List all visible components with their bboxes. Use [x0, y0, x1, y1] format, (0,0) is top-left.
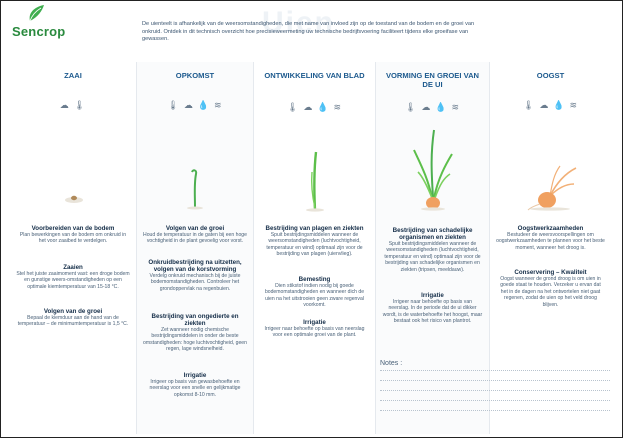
- section: [382, 292, 483, 325]
- rain-icon: ☁: [303, 102, 314, 112]
- thermometer-icon: 🌡: [522, 100, 536, 110]
- wind-icon: ≋: [333, 102, 343, 112]
- thermometer-icon: 🌡: [73, 100, 87, 110]
- section-heading: Voorbereiden van de bodem: [31, 225, 115, 232]
- weather-icons: [376, 102, 489, 113]
- section-heading: Bemesting: [298, 276, 331, 283]
- phase-title: VORMING EN GROEI VAN DE UI: [385, 71, 480, 89]
- rain-icon: ☁: [183, 100, 194, 110]
- section-text: Zet wanneer nodig chemische bestrijdingsmiddelen in onder de beste omstandigheden: hoge luchtvochtigheid, geen regen, lage windsnelheid.: [143, 327, 247, 353]
- rain-icon: ☁: [539, 100, 550, 110]
- section: [496, 225, 605, 251]
- phase-title: OPKOMST: [175, 71, 215, 80]
- thermometer-icon: 🌡: [404, 102, 418, 112]
- section-text: Houd de temperatuur in de gaten bij een hoge vochtigheid in de plant gevoelig voor vorst.: [143, 232, 247, 245]
- intro-text: De uienteelt is afhankelijk van de weersomstandigheden, die met name van invloed zijn op de toestand van de bodem en de groei van onkruid. Ontdek in dit technisch overzicht hoe precisieweermeting uw technische bedrijfsvoering faciliteert tijdens elke groeifase van gewassen.: [142, 21, 475, 43]
- rain-icon: ☁: [59, 100, 70, 110]
- notes-line[interactable]: [380, 410, 610, 411]
- section-text: Dien stikstof indien nodig bij goede bodemomstandigheden en wanneer dich de uien na het uitstrooien geen zware regenval voorkomt.: [264, 283, 365, 309]
- section-text: Verdelg onkruid mechanisch bij de juiste bodemomstandigheden. Controleer het grondoppervlak na regenbuien.: [149, 273, 241, 292]
- notes-line[interactable]: [380, 390, 610, 391]
- phase-ontwikkeling: [254, 62, 375, 434]
- section-heading: Volgen van de groei: [43, 308, 103, 315]
- watermark-title: Uien: [262, 6, 336, 39]
- section: [260, 276, 369, 309]
- section-heading: Bestrijding van plagen en ziekten: [265, 225, 364, 232]
- section: [143, 372, 247, 398]
- seed-icon: [60, 190, 88, 206]
- phase-title: ONTWIKKELING VAN BLAD: [264, 71, 365, 80]
- section-text: Spuit bestrijdingsmiddelen wanneer de weersomstandigheden (luchtvochtigheid, temperatuur en wind) optimaal zijn voor de bestrijding van schadelijke organismen en ziekten (tripsen, meeldauw).: [384, 241, 481, 273]
- section: [496, 269, 605, 308]
- section-text: Bepaal de kiemduur aan de hand van de temperatuur – de minimumtemperatuur is 1,5 °C.: [17, 315, 129, 328]
- wind-icon: ≋: [214, 100, 223, 110]
- sencrop-logo: [8, 3, 68, 37]
- section: [143, 225, 247, 245]
- section-text: Irrigeer naar behoefte op basis van neerslag voor een optimale groei van de plant.: [264, 326, 365, 339]
- notes-label: Notes :: [380, 360, 403, 367]
- phase-vorming: [376, 62, 489, 434]
- section-text: Stel het juiste zaaimoment vast: een droge bodem en gunstige weers-omstandigheden op een optimale kiemtemperatuur van 15-18 °C.: [16, 271, 130, 290]
- onion-plant-icon: [410, 128, 456, 212]
- section-heading: Irrigatie: [303, 319, 326, 326]
- drop-icon: 💧: [553, 100, 566, 110]
- section: [16, 308, 130, 328]
- section-heading: Volgen van de groei: [165, 225, 225, 232]
- thermometer-icon: 🌡: [286, 102, 300, 112]
- notes-line[interactable]: [380, 400, 610, 401]
- brand-name: Sencrop: [12, 24, 66, 39]
- phase-oogst: [490, 62, 611, 434]
- section-text: Bestudeer de weersvoorspellingen om oogstwerkzaamheden te plannen voor het beste moment, wanneer het droog is.: [496, 232, 605, 251]
- section: [16, 264, 130, 290]
- section-heading: Irrigatie: [421, 292, 444, 299]
- wind-icon: ≋: [451, 102, 461, 112]
- notes-line[interactable]: [380, 380, 610, 381]
- section-heading: Bestrijding van schadelijke organismen en ziekten: [392, 227, 473, 241]
- section-text: Irrigeer op basis van gewasbehoefte en neerslag voor een snelle en gelijkmatige opkomst 8-10 mm.: [149, 379, 241, 398]
- section-heading: Zaaien: [63, 264, 83, 271]
- section-heading: Irrigatie: [183, 372, 207, 379]
- section-text: Plan bewerkingen van de bodem om onkruid in het voor zaaibed te verdelgen.: [19, 232, 127, 245]
- phase-title: OOGST: [536, 71, 565, 80]
- phase-zaai: [10, 62, 136, 434]
- drop-icon: 💧: [317, 102, 330, 112]
- section: [260, 319, 369, 339]
- drop-icon: 💧: [197, 100, 211, 110]
- section-text: Oogst wanneer de grond droog is om uien in goede staat te houden. Verzeker u ervan dat het in de dagen na het ontwortelen niet gaat regenen, zodat de uien op het veld droog blijven.: [500, 276, 601, 308]
- section-heading: Onkruidbestrijding na uitzetten, volgen van de korstvorming: [148, 259, 242, 273]
- section: [382, 227, 483, 273]
- harvested-onion-icon: [520, 160, 580, 212]
- weather-icons: [254, 102, 375, 113]
- section-text: Irrigeer naar behoefte op basis van neerslag. In de periode dat de ui dikker wordt, is de waterbehoefte het hoogst, maar bestaat ook het risico van plantrot.: [382, 299, 483, 325]
- weather-icons: [137, 100, 253, 111]
- phase-title: ZAAI: [64, 71, 82, 80]
- notes-line[interactable]: [380, 370, 610, 371]
- section: [143, 259, 247, 292]
- leaf-plant-icon: [304, 150, 326, 212]
- wind-icon: ≋: [569, 100, 579, 110]
- rain-icon: ☁: [421, 102, 432, 112]
- section: [143, 313, 247, 353]
- section-heading: Conservering – Kwaliteit: [514, 269, 587, 276]
- section: [260, 225, 369, 258]
- weather-icons: [10, 100, 136, 111]
- leaf-logo-icon: [26, 3, 48, 23]
- section-heading: Bestrijding van ongedierte en ziekten: [151, 313, 239, 327]
- thermometer-icon: 🌡: [167, 100, 180, 110]
- weather-icons: [490, 100, 611, 111]
- drop-icon: 💧: [435, 102, 448, 112]
- section-text: Spuit bestrijdingsmiddelen wanneer de weersomstandigheden (luchtvochtigheid, temperatuur en wind) optimaal zijn voor de bestrijding van plagen (uienvlieg).: [266, 232, 363, 258]
- section-heading: Oogstwerkzaamheden: [517, 225, 584, 232]
- section: [16, 225, 130, 245]
- phase-opkomst: [137, 62, 253, 434]
- sprout-icon: [183, 166, 207, 210]
